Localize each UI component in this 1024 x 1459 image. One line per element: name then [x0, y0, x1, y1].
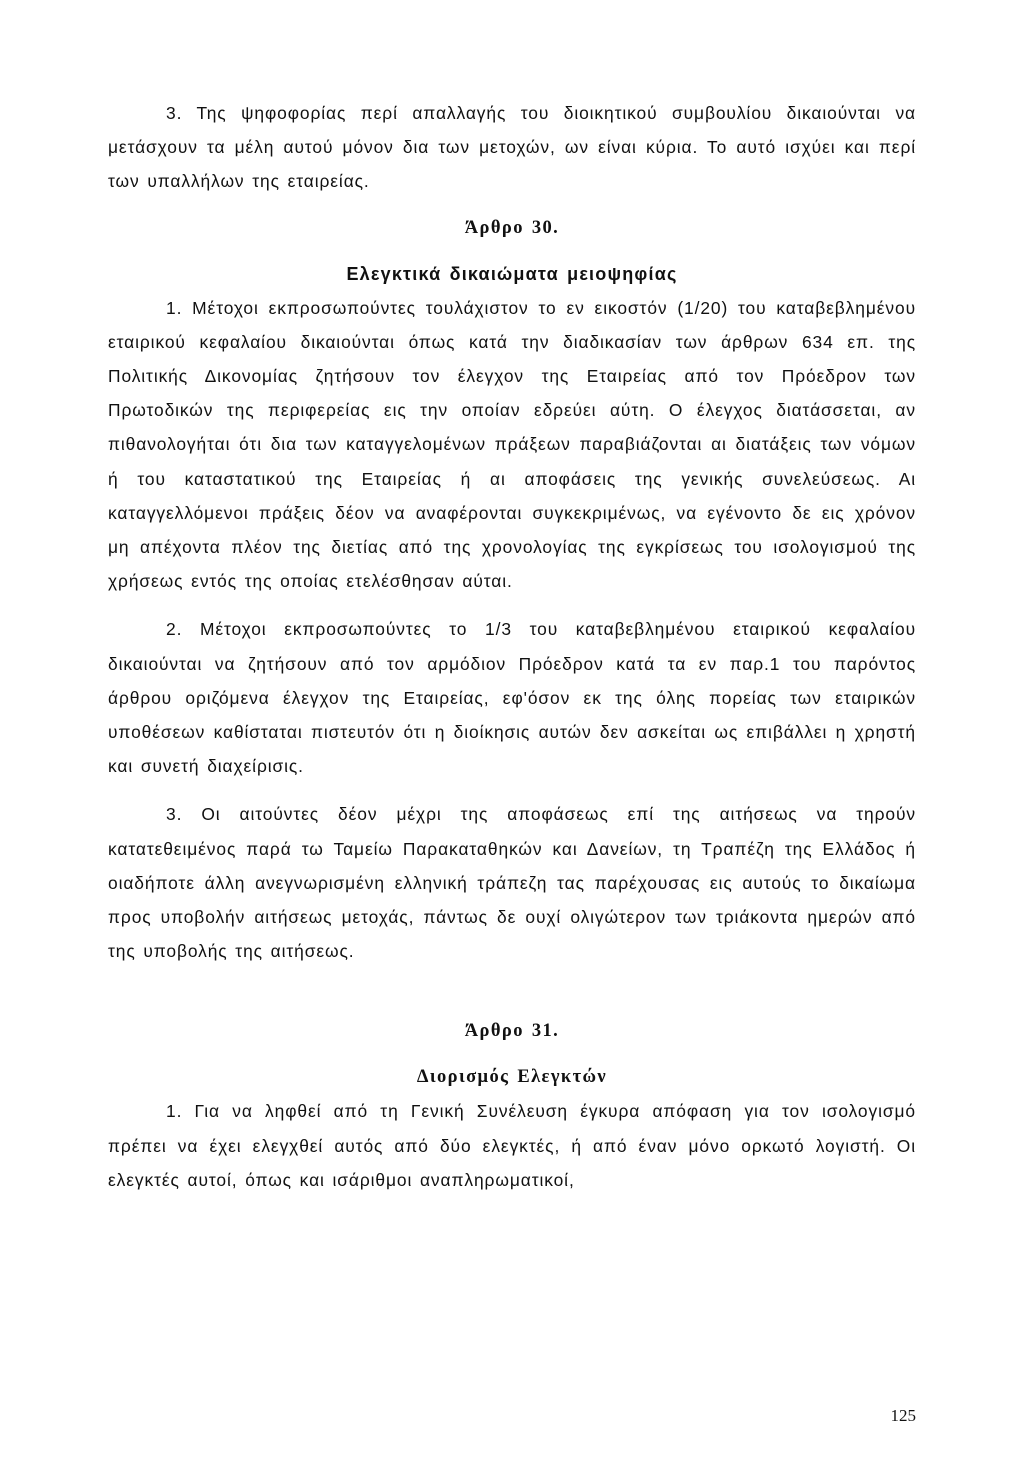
article-30-paragraph-1: 1. Μέτοχοι εκπροσωπούντες τουλάχιστον το εν εικοστόν (1/20) του καταβεβλημένου εταιρικού κεφαλαίου δικαιούνται όπως κατά την διαδικασίαν των άρθρων 634 επ. της Πολιτικής Δικονομίας ζητήσουν τον έλεγχον της Εταιρείας από τον Πρόεδρον των Πρωτοδικών της περιφερείας εις την οποίαν εδρεύει αύτη. Ο έλεγχος διατάσσεται, αν πιθανολογήται ότι δια των καταγγελομένων πράξεων παραβιάζονται αι διατάξεις των νόμων ή του καταστατικού της Εταιρείας ή αι αποφάσεις της γενικής συνελεύσεως. Αι καταγγελλόμενοι πράξεις δέον να αναφέρονται συγκεκριμένως, να εγένοντο δε εις χρόνον μη απέχοντα πλέον της διετίας από της χρονολογίας της εγκρίσεως του ισολογισμού της χρήσεως εντός της οποίας ετελέσθησαν αύται.	[108, 297, 916, 592]
article-31-paragraph-1: 1. Για να ληφθεί από τη Γενική Συνέλευση έγκυρα απόφαση για τον ισολογισμό πρέπει να έχει ελεγχθεί αυτός από δύο ελεγκτές, ή από έναν μόνο ορκωτό λογιστή. Οι ελεγκτές αυτοί, όπως και ισάριθμοι αναπληρωματικοί,	[108, 1101, 916, 1190]
article-30-title: Ελεγκτικά δικαιώματα μειοψηφίας	[346, 263, 678, 284]
document-page	[108, 96, 916, 1197]
article-30-paragraph-3: 3. Οι αιτούντες δέον μέχρι της αποφάσεως επί της αιτήσεως να τηρούν κατατεθειμένος παρά τω Ταμείω Παρακαταθηκών και Δανείων, τη Τραπέζη της Ελλάδος ή οιαδήποτε άλλη ανεγνωρισμένη ελληνική τράπεζη τας παρέχουσας εις αυτούς το δικαίωμα προς υποβολήν αιτήσεως μετοχάς, πάντως δε ουχί ολιγώτερον των τριάκοντα ημερών από της υποβολής της αιτήσεως.	[108, 804, 916, 962]
spacer	[108, 199, 916, 211]
article-31-title: Διορισμός Ελεγκτών	[416, 1067, 608, 1088]
spacer	[108, 968, 916, 1014]
spacer	[108, 245, 916, 257]
spacer	[108, 598, 916, 612]
page-number: 125	[890, 1406, 916, 1425]
article-31-number: Άρθρο 31.	[464, 1021, 560, 1042]
spacer	[108, 1048, 916, 1060]
spacer	[108, 783, 916, 797]
article-30-paragraph-2: 2. Μέτοχοι εκπροσωπούντες το 1/3 του καταβεβλημένου εταιρικού κεφαλαίου δικαιούνται να ζητήσουν από τον αρμόδιον Πρόεδρον κατά τα εν παρ.1 του παρόντος άρθρου οριζόμενα έλεγχον της Εταιρείας, εφ'όσον εκ της όλης πορείας των εταιρικών υποθέσεων καθίσταται πιστευτόν ότι η διοίκησις αυτών δεν ασκείται ως επιβάλλει η χρηστή και συνετή διαχείρισις.	[108, 619, 916, 777]
article-30-number: Άρθρο 30.	[464, 217, 560, 238]
paragraph-voting-exemption: 3. Της ψηφοφορίας περί απαλλαγής του διοικητικού συμβουλίου δικαιούνται να μετάσχουν τα μέλη αυτού μόνον δια των μετοχών, ων είναι κύρια. Το αυτό ισχύει και περί των υπαλλήλων της εταιρείας.	[108, 103, 916, 192]
